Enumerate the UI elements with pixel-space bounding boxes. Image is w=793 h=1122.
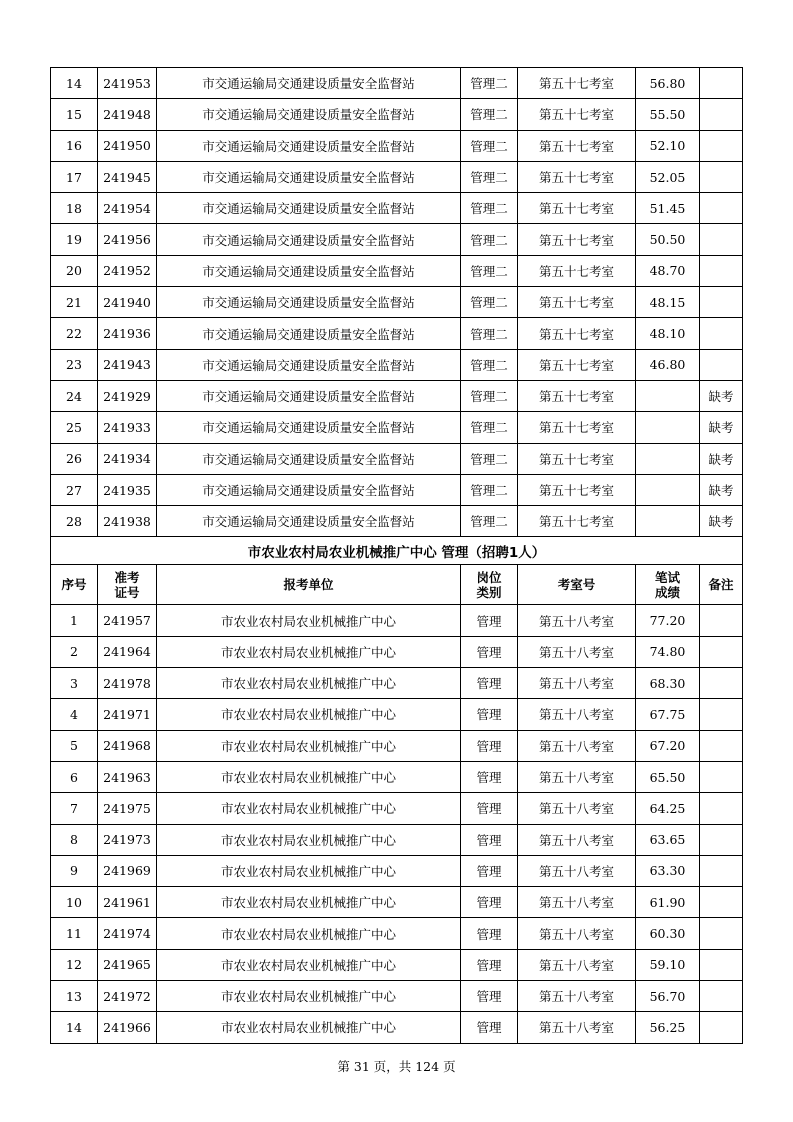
cell-unit: 市交通运输局交通建设质量安全监督站 <box>157 161 461 192</box>
cell-no: 15 <box>51 99 98 130</box>
cell-id: 241969 <box>98 855 157 886</box>
cell-post: 管理二 <box>461 193 518 224</box>
cell-score: 60.30 <box>636 918 700 949</box>
cell-no: 14 <box>51 1012 98 1043</box>
top-section-body <box>51 68 743 537</box>
cell-room: 第五十七考室 <box>518 443 636 474</box>
cell-score: 52.05 <box>636 161 700 192</box>
cell-post: 管理二 <box>461 161 518 192</box>
table-row <box>51 981 743 1012</box>
table-row <box>51 761 743 792</box>
cell-note <box>700 1012 743 1043</box>
cell-unit: 市农业农村局农业机械推广中心 <box>157 824 461 855</box>
cell-score: 63.65 <box>636 824 700 855</box>
cell-unit: 市农业农村局农业机械推广中心 <box>157 981 461 1012</box>
cell-score: 48.10 <box>636 318 700 349</box>
cell-post: 管理 <box>461 1012 518 1043</box>
cell-no: 13 <box>51 981 98 1012</box>
table-row <box>51 193 743 224</box>
cell-post: 管理 <box>461 793 518 824</box>
header-id: 准考 证号 <box>98 565 157 605</box>
cell-note <box>700 918 743 949</box>
cell-unit: 市交通运输局交通建设质量安全监督站 <box>157 255 461 286</box>
cell-post: 管理二 <box>461 130 518 161</box>
cell-id: 241936 <box>98 318 157 349</box>
cell-no: 2 <box>51 636 98 667</box>
cell-unit: 市农业农村局农业机械推广中心 <box>157 949 461 980</box>
cell-room: 第五十八考室 <box>518 1012 636 1043</box>
cell-post: 管理 <box>461 761 518 792</box>
table-row <box>51 730 743 761</box>
cell-id: 241973 <box>98 824 157 855</box>
table-row <box>51 855 743 886</box>
table-row <box>51 224 743 255</box>
cell-no: 6 <box>51 761 98 792</box>
cell-note <box>700 761 743 792</box>
cell-unit: 市农业农村局农业机械推广中心 <box>157 887 461 918</box>
cell-room: 第五十七考室 <box>518 68 636 99</box>
cell-room: 第五十八考室 <box>518 887 636 918</box>
cell-unit: 市交通运输局交通建设质量安全监督站 <box>157 380 461 411</box>
cell-post: 管理 <box>461 668 518 699</box>
cell-note <box>700 287 743 318</box>
cell-id: 241952 <box>98 255 157 286</box>
table-row <box>51 380 743 411</box>
cell-room: 第五十七考室 <box>518 474 636 505</box>
cell-room: 第五十七考室 <box>518 349 636 380</box>
cell-score <box>636 506 700 537</box>
cell-no: 26 <box>51 443 98 474</box>
cell-note <box>700 668 743 699</box>
cell-room: 第五十八考室 <box>518 605 636 636</box>
cell-note: 缺考 <box>700 474 743 505</box>
table-row <box>51 918 743 949</box>
cell-id: 241961 <box>98 887 157 918</box>
table-row <box>51 161 743 192</box>
cell-no: 7 <box>51 793 98 824</box>
cell-post: 管理 <box>461 887 518 918</box>
cell-id: 241940 <box>98 287 157 318</box>
header-post: 岗位 类别 <box>461 565 518 605</box>
table-row <box>51 287 743 318</box>
table-row <box>51 506 743 537</box>
cell-id: 241974 <box>98 918 157 949</box>
cell-room: 第五十八考室 <box>518 699 636 730</box>
cell-note <box>700 981 743 1012</box>
cell-id: 241934 <box>98 443 157 474</box>
cell-room: 第五十八考室 <box>518 793 636 824</box>
cell-no: 24 <box>51 380 98 411</box>
cell-room: 第五十七考室 <box>518 130 636 161</box>
cell-no: 20 <box>51 255 98 286</box>
cell-score: 67.75 <box>636 699 700 730</box>
header-no: 序号 <box>51 565 98 605</box>
cell-post: 管理 <box>461 605 518 636</box>
cell-no: 5 <box>51 730 98 761</box>
cell-note: 缺考 <box>700 506 743 537</box>
cell-room: 第五十八考室 <box>518 855 636 886</box>
cell-no: 4 <box>51 699 98 730</box>
cell-note <box>700 824 743 855</box>
cell-post: 管理 <box>461 699 518 730</box>
header-score: 笔试 成绩 <box>636 565 700 605</box>
cell-unit: 市交通运输局交通建设质量安全监督站 <box>157 68 461 99</box>
cell-room: 第五十七考室 <box>518 380 636 411</box>
cell-unit: 市交通运输局交通建设质量安全监督站 <box>157 474 461 505</box>
cell-post: 管理 <box>461 636 518 667</box>
cell-score: 61.90 <box>636 887 700 918</box>
cell-post: 管理二 <box>461 412 518 443</box>
table-row <box>51 1012 743 1043</box>
cell-note: 缺考 <box>700 380 743 411</box>
cell-unit: 市交通运输局交通建设质量安全监督站 <box>157 287 461 318</box>
cell-unit: 市交通运输局交通建设质量安全监督站 <box>157 412 461 443</box>
table-row <box>51 793 743 824</box>
cell-note <box>700 855 743 886</box>
cell-post: 管理二 <box>461 99 518 130</box>
cell-unit: 市农业农村局农业机械推广中心 <box>157 855 461 886</box>
table-row <box>51 255 743 286</box>
cell-room: 第五十七考室 <box>518 255 636 286</box>
cell-post: 管理二 <box>461 474 518 505</box>
cell-note <box>700 605 743 636</box>
cell-unit: 市农业农村局农业机械推广中心 <box>157 793 461 824</box>
table-row <box>51 949 743 980</box>
table-row <box>51 412 743 443</box>
cell-room: 第五十七考室 <box>518 318 636 349</box>
cell-id: 241968 <box>98 730 157 761</box>
cell-score: 56.80 <box>636 68 700 99</box>
cell-no: 17 <box>51 161 98 192</box>
cell-post: 管理二 <box>461 506 518 537</box>
cell-score: 51.45 <box>636 193 700 224</box>
cell-post: 管理二 <box>461 287 518 318</box>
cell-post: 管理 <box>461 730 518 761</box>
cell-score: 77.20 <box>636 605 700 636</box>
cell-score: 48.15 <box>636 287 700 318</box>
cell-note <box>700 318 743 349</box>
cell-note <box>700 130 743 161</box>
cell-id: 241965 <box>98 949 157 980</box>
cell-room: 第五十七考室 <box>518 224 636 255</box>
table-row <box>51 68 743 99</box>
cell-id: 241975 <box>98 793 157 824</box>
table-row <box>51 99 743 130</box>
cell-score: 59.10 <box>636 949 700 980</box>
cell-id: 241964 <box>98 636 157 667</box>
table-row <box>51 887 743 918</box>
table-row <box>51 474 743 505</box>
cell-post: 管理 <box>461 981 518 1012</box>
cell-no: 27 <box>51 474 98 505</box>
cell-post: 管理二 <box>461 443 518 474</box>
cell-no: 10 <box>51 887 98 918</box>
cell-no: 3 <box>51 668 98 699</box>
cell-note <box>700 161 743 192</box>
cell-score: 63.30 <box>636 855 700 886</box>
cell-note <box>700 255 743 286</box>
cell-unit: 市交通运输局交通建设质量安全监督站 <box>157 130 461 161</box>
cell-score: 56.25 <box>636 1012 700 1043</box>
cell-post: 管理 <box>461 949 518 980</box>
cell-unit: 市交通运输局交通建设质量安全监督站 <box>157 224 461 255</box>
cell-note <box>700 730 743 761</box>
cell-room: 第五十七考室 <box>518 287 636 318</box>
cell-unit: 市交通运输局交通建设质量安全监督站 <box>157 318 461 349</box>
cell-id: 241945 <box>98 161 157 192</box>
cell-id: 241953 <box>98 68 157 99</box>
cell-score: 52.10 <box>636 130 700 161</box>
cell-id: 241935 <box>98 474 157 505</box>
table-row <box>51 636 743 667</box>
cell-post: 管理二 <box>461 255 518 286</box>
header-room: 考室号 <box>518 565 636 605</box>
table-row <box>51 318 743 349</box>
cell-no: 12 <box>51 949 98 980</box>
cell-room: 第五十七考室 <box>518 161 636 192</box>
cell-post: 管理 <box>461 855 518 886</box>
cell-no: 25 <box>51 412 98 443</box>
cell-score: 48.70 <box>636 255 700 286</box>
header-note: 备注 <box>700 565 743 605</box>
cell-no: 11 <box>51 918 98 949</box>
cell-unit: 市交通运输局交通建设质量安全监督站 <box>157 349 461 380</box>
cell-id: 241978 <box>98 668 157 699</box>
cell-unit: 市交通运输局交通建设质量安全监督站 <box>157 193 461 224</box>
table-row <box>51 130 743 161</box>
cell-unit: 市交通运输局交通建设质量安全监督站 <box>157 443 461 474</box>
cell-score: 64.25 <box>636 793 700 824</box>
cell-room: 第五十七考室 <box>518 193 636 224</box>
cell-room: 第五十八考室 <box>518 730 636 761</box>
cell-no: 22 <box>51 318 98 349</box>
cell-score <box>636 474 700 505</box>
cell-note <box>700 699 743 730</box>
cell-post: 管理二 <box>461 380 518 411</box>
cell-unit: 市农业农村局农业机械推广中心 <box>157 605 461 636</box>
cell-note <box>700 887 743 918</box>
cell-id: 241966 <box>98 1012 157 1043</box>
cell-note <box>700 793 743 824</box>
section-title: 市农业农村局农业机械推广中心 管理（招聘1人） <box>51 537 743 565</box>
cell-room: 第五十八考室 <box>518 636 636 667</box>
bottom-section-body <box>51 605 743 1043</box>
cell-post: 管理 <box>461 824 518 855</box>
cell-id: 241957 <box>98 605 157 636</box>
table-row <box>51 668 743 699</box>
cell-id: 241929 <box>98 380 157 411</box>
table-row <box>51 699 743 730</box>
cell-no: 18 <box>51 193 98 224</box>
cell-room: 第五十八考室 <box>518 761 636 792</box>
cell-unit: 市交通运输局交通建设质量安全监督站 <box>157 506 461 537</box>
cell-post: 管理二 <box>461 68 518 99</box>
cell-note <box>700 949 743 980</box>
cell-id: 241956 <box>98 224 157 255</box>
cell-no: 8 <box>51 824 98 855</box>
cell-no: 9 <box>51 855 98 886</box>
cell-id: 241933 <box>98 412 157 443</box>
cell-post: 管理二 <box>461 224 518 255</box>
cell-id: 241971 <box>98 699 157 730</box>
cell-score: 65.50 <box>636 761 700 792</box>
table-row <box>51 605 743 636</box>
cell-room: 第五十八考室 <box>518 824 636 855</box>
cell-score: 46.80 <box>636 349 700 380</box>
cell-unit: 市农业农村局农业机械推广中心 <box>157 761 461 792</box>
cell-unit: 市农业农村局农业机械推广中心 <box>157 668 461 699</box>
cell-room: 第五十八考室 <box>518 949 636 980</box>
table-row <box>51 349 743 380</box>
cell-room: 第五十七考室 <box>518 99 636 130</box>
cell-score: 68.30 <box>636 668 700 699</box>
cell-id: 241938 <box>98 506 157 537</box>
cell-id: 241972 <box>98 981 157 1012</box>
header-unit: 报考单位 <box>157 565 461 605</box>
cell-room: 第五十八考室 <box>518 668 636 699</box>
cell-room: 第五十七考室 <box>518 412 636 443</box>
cell-id: 241943 <box>98 349 157 380</box>
cell-no: 28 <box>51 506 98 537</box>
cell-room: 第五十八考室 <box>518 981 636 1012</box>
section-title-row <box>51 537 743 565</box>
cell-id: 241950 <box>98 130 157 161</box>
cell-note <box>700 68 743 99</box>
cell-post: 管理 <box>461 918 518 949</box>
cell-note <box>700 349 743 380</box>
cell-no: 19 <box>51 224 98 255</box>
cell-unit: 市农业农村局农业机械推广中心 <box>157 636 461 667</box>
cell-no: 16 <box>51 130 98 161</box>
cell-note <box>700 224 743 255</box>
cell-note: 缺考 <box>700 412 743 443</box>
cell-score <box>636 443 700 474</box>
cell-note <box>700 99 743 130</box>
cell-id: 241948 <box>98 99 157 130</box>
cell-score: 56.70 <box>636 981 700 1012</box>
cell-score: 55.50 <box>636 99 700 130</box>
cell-post: 管理二 <box>461 349 518 380</box>
column-header-row <box>51 565 743 605</box>
cell-no: 23 <box>51 349 98 380</box>
cell-no: 14 <box>51 68 98 99</box>
cell-score <box>636 412 700 443</box>
cell-score: 67.20 <box>636 730 700 761</box>
section-header-body <box>51 537 743 605</box>
cell-room: 第五十八考室 <box>518 918 636 949</box>
table-row <box>51 824 743 855</box>
results-table <box>50 67 743 1044</box>
cell-score: 50.50 <box>636 224 700 255</box>
cell-score: 74.80 <box>636 636 700 667</box>
cell-unit: 市交通运输局交通建设质量安全监督站 <box>157 99 461 130</box>
cell-room: 第五十七考室 <box>518 506 636 537</box>
cell-post: 管理二 <box>461 318 518 349</box>
cell-id: 241954 <box>98 193 157 224</box>
cell-unit: 市农业农村局农业机械推广中心 <box>157 918 461 949</box>
cell-id: 241963 <box>98 761 157 792</box>
table-row <box>51 443 743 474</box>
cell-note: 缺考 <box>700 443 743 474</box>
cell-score <box>636 380 700 411</box>
cell-note <box>700 193 743 224</box>
page-footer: 第 31 页，共 124 页 <box>337 1059 456 1074</box>
cell-unit: 市农业农村局农业机械推广中心 <box>157 1012 461 1043</box>
cell-no: 1 <box>51 605 98 636</box>
cell-note <box>700 636 743 667</box>
cell-unit: 市农业农村局农业机械推广中心 <box>157 699 461 730</box>
cell-no: 21 <box>51 287 98 318</box>
cell-unit: 市农业农村局农业机械推广中心 <box>157 730 461 761</box>
